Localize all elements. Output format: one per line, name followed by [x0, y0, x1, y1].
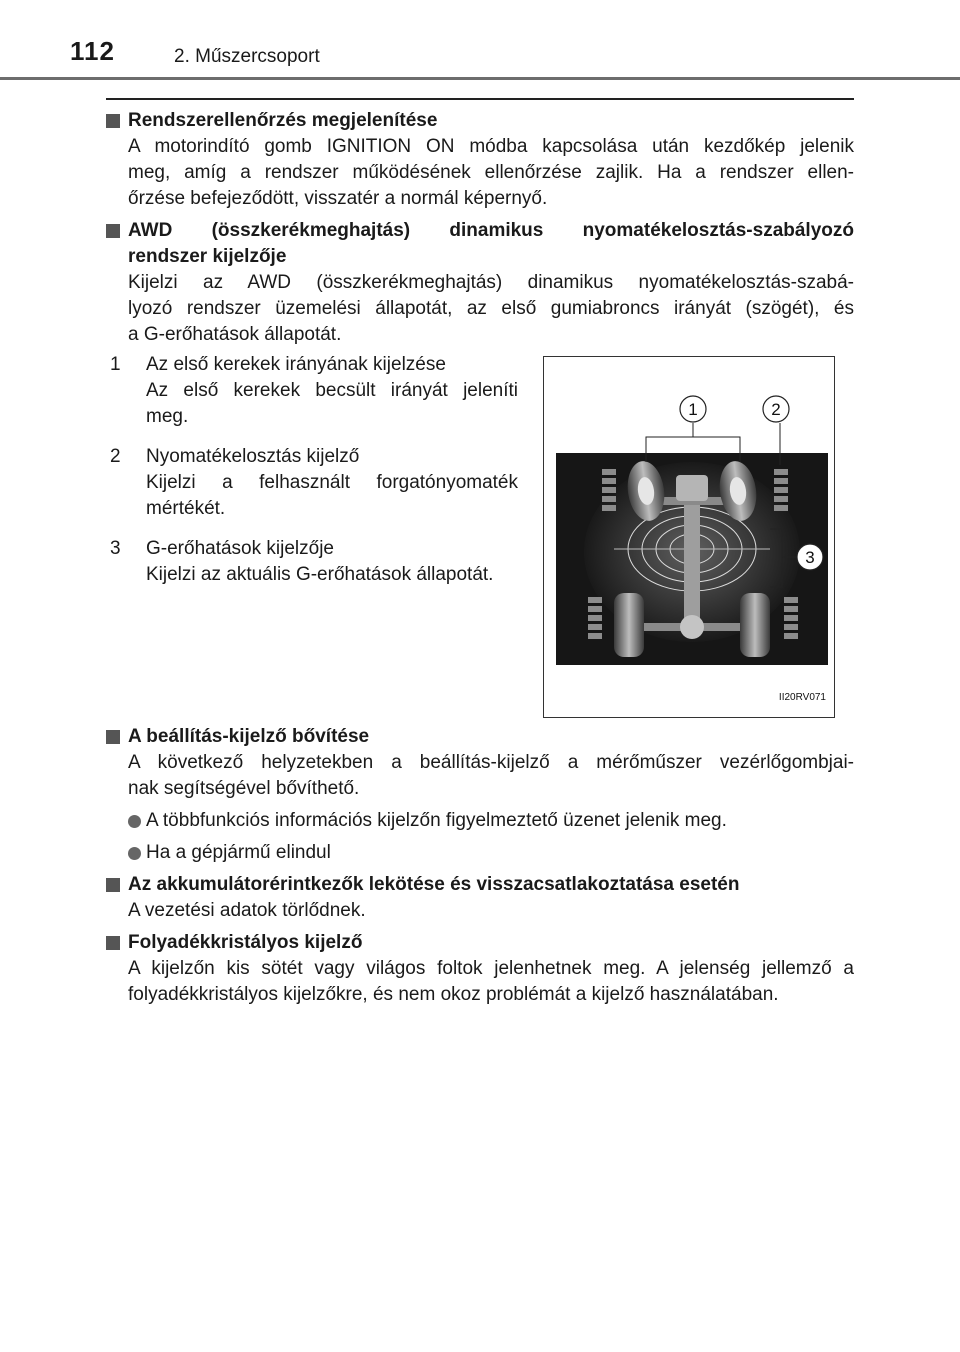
- section-awd-display: [106, 218, 854, 722]
- bullet-item: Ha a gépjármű elindul: [106, 840, 854, 866]
- body-line: A motorindító gomb IGNITION ON módba kapcsolása után kezdőkép jelenik: [128, 136, 854, 157]
- callout-desc: mértékét.: [146, 498, 226, 519]
- title-line: AWD (összkerékmeghajtás) dinamikus nyomatékelosztás-szabályozó: [128, 220, 854, 241]
- body-line: őrzése befejeződött, visszatér a normál képernyő.: [128, 188, 548, 209]
- section-body: [106, 270, 854, 348]
- section-settings-expand: [106, 724, 854, 866]
- section-body: [106, 134, 854, 212]
- callout-number: 3: [110, 538, 121, 559]
- section-rule: [106, 98, 854, 100]
- awd-display-figure: [543, 356, 835, 718]
- callout-number: 1: [110, 354, 121, 375]
- page-number: 112: [70, 36, 115, 66]
- callout-list: [106, 352, 518, 602]
- section-title: Rendszerellenőrzés megjelenítése: [106, 108, 854, 134]
- title-line: rendszer kijelzője: [128, 246, 287, 267]
- section-title: Folyadékkristályos kijelző: [106, 930, 854, 956]
- callout-marker-label: 1: [688, 400, 698, 419]
- front-diff: [676, 475, 708, 501]
- callout-title: G-erőhatások kijelzője: [146, 538, 334, 559]
- section-body: [106, 750, 854, 802]
- bullet-item: A többfunkciós információs kijelzőn figyelmeztető üzenet jelenik meg.: [106, 808, 854, 834]
- body-line: meg, amíg a rendszer működésének ellenőrzése zajlik. Ha a rendszer ellen-: [128, 162, 854, 183]
- body-line: folyadékkristályos kijelzőkre, és nem okoz problémát a kijelző használatában.: [128, 984, 779, 1005]
- page-header: [0, 0, 960, 80]
- callout-item-2: [106, 444, 518, 522]
- section-system-check: [106, 108, 854, 212]
- header-rule: [0, 77, 960, 80]
- callout-desc: Kijelzi az aktuális G-erőhatások állapotát.: [146, 564, 494, 585]
- body-line: nak segítségével bővíthető.: [128, 778, 360, 799]
- page-content: [106, 108, 854, 1008]
- body-line: a G-erőhatások állapotát.: [128, 324, 342, 345]
- callout-number: 2: [110, 446, 121, 467]
- figure-code: II20RV071: [778, 692, 826, 703]
- callout-marker-3: [797, 544, 823, 570]
- callout-desc: meg.: [146, 406, 189, 427]
- callout-marker-1: [680, 396, 706, 422]
- section-title: [106, 218, 854, 270]
- body-line: A kijelzőn kis sötét vagy világos foltok jelenhetnek meg. A jelenség jellemző a: [128, 958, 854, 979]
- awd-detail-block: [106, 352, 854, 722]
- awd-display-illustration: [544, 357, 834, 717]
- section-lcd: [106, 930, 854, 1008]
- callout-desc: Kijelzi a felhasznált forgatónyomaték: [146, 472, 518, 493]
- body-line: A következő helyzetekben a beállítás-kijelző a mérőműszer vezérlőgombjai-: [128, 752, 854, 773]
- rear-left-wheel: [614, 593, 644, 657]
- section-body: [106, 956, 854, 1008]
- section-title: Az akkumulátorérintkezők lekötése és visszacsatlakoztatása esetén: [106, 872, 854, 898]
- callout-title: Nyomatékelosztás kijelző: [146, 446, 360, 467]
- rear-right-wheel: [740, 593, 770, 657]
- callout-item-3: [106, 536, 518, 588]
- body-line: Kijelzi az AWD (összkerékmeghajtás) dinamikus nyomatékelosztás-szabá-: [128, 272, 854, 293]
- rear-diff: [680, 615, 704, 639]
- section-title: A beállítás-kijelző bővítése: [106, 724, 854, 750]
- callout-marker-label: 2: [771, 400, 781, 419]
- callout-marker-label: 3: [805, 548, 815, 567]
- section-body: A vezetési adatok törlődnek.: [128, 900, 366, 921]
- section-battery: [106, 872, 854, 924]
- callout-marker-2: [763, 396, 789, 422]
- callout-item-1: [106, 352, 518, 430]
- callout-title: Az első kerekek irányának kijelzése: [146, 354, 446, 375]
- body-line: lyozó rendszer üzemelési állapotát, az első gumiabroncs irányát (szögét), és: [128, 298, 854, 319]
- callout-desc: Az első kerekek becsült irányát jeleníti: [146, 380, 518, 401]
- chapter-title: 2. Műszercsoport: [174, 46, 320, 67]
